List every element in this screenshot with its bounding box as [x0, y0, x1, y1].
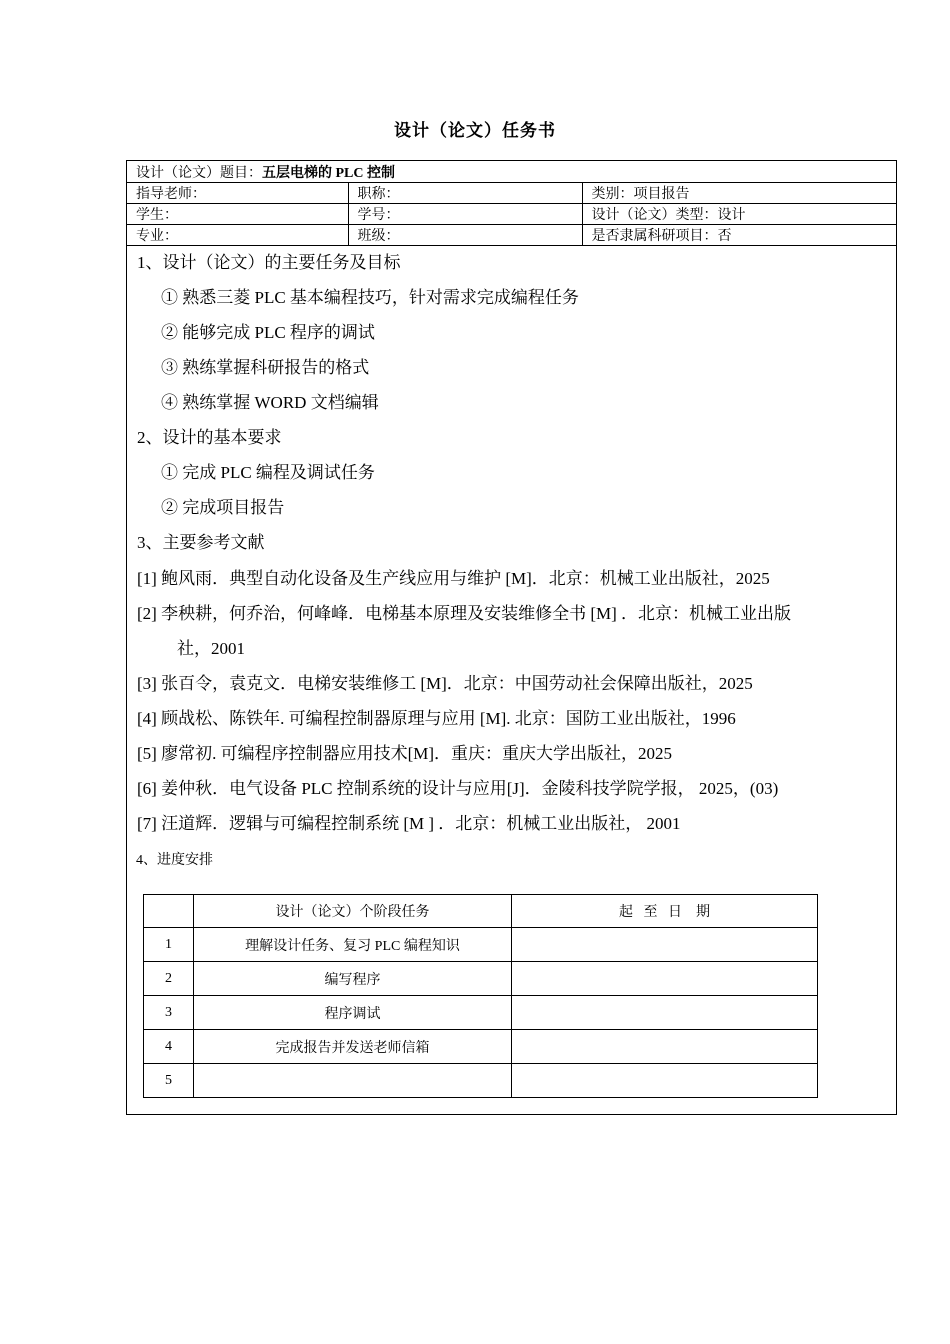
section2-item: ① 完成 PLC 编程及调试任务	[161, 463, 375, 482]
student-no-cell: 学号：	[348, 204, 582, 225]
schedule-no: 5	[144, 1064, 194, 1098]
category-cell: 类别：项目报告	[582, 183, 896, 204]
schedule-date	[512, 928, 818, 962]
topic-label: 设计（论文）题目：	[136, 166, 262, 181]
topic-row	[127, 161, 896, 183]
student-row	[127, 204, 896, 225]
topic-value: 五层电梯的 PLC 控制	[262, 166, 395, 181]
topic-cell	[127, 161, 896, 183]
section1-item: ② 能够完成 PLC 程序的调试	[161, 323, 375, 342]
reference-item: [4] 顾战松、陈铁年. 可编程控制器原理与应用 [M]. 北京：国防工业出版社，1996	[137, 709, 736, 728]
schedule-row	[144, 996, 818, 1030]
reference-item: [5] 廖常初. 可编程序控制器应用技术[M]．重庆：重庆大学出版社，2025	[137, 744, 673, 763]
section1-item: ④ 熟练掌握 WORD 文档编辑	[161, 393, 379, 412]
section1-item: ① 熟悉三菱 PLC 基本编程技巧，针对需求完成编程任务	[161, 288, 579, 307]
schedule-no: 3	[144, 996, 194, 1030]
schedule-task: 完成报告并发送老师信箱	[194, 1030, 512, 1064]
section2-heading: 2、设计的基本要求	[137, 428, 282, 447]
reference-item: [6] 姜仲秋．电气设备 PLC 控制系统的设计与应用[J]．金陵科技学院学报， 2025，(03)	[137, 779, 779, 798]
schedule-task	[194, 1064, 512, 1098]
reference-item: [7] 汪道辉．逻辑与可编程控制系统 [M ] ．北京：机械工业出版社， 2001	[137, 814, 681, 833]
thesis-type-cell: 设计（论文）类型：设计	[582, 204, 896, 225]
schedule-no: 4	[144, 1030, 194, 1064]
major-cell: 专业：	[127, 225, 348, 246]
section3-heading: 3、主要参考文献	[137, 533, 265, 552]
reference-item: [3] 张百令，袁克文．电梯安装维修工 [M]．北京：中国劳动社会保障出版社，2025	[137, 674, 753, 693]
schedule-task: 理解设计任务、复习 PLC 编程知识	[194, 928, 512, 962]
section4-heading: 4、进度安排	[136, 853, 213, 868]
document-title: 设计（论文）任务书	[394, 121, 556, 140]
schedule-task: 程序调试	[194, 996, 512, 1030]
schedule-no-header	[144, 895, 194, 928]
class-cell: 班级：	[348, 225, 582, 246]
task-form	[126, 160, 897, 1115]
section1-heading: 1、设计（论文）的主要任务及目标	[137, 253, 401, 272]
info-table	[127, 161, 896, 246]
schedule-row	[144, 1030, 818, 1064]
advisor-row	[127, 183, 896, 204]
reference-item: [1] 鲍风雨．典型自动化设备及生产线应用与维护 [M]．北京：机械工业出版社，2025	[137, 569, 770, 588]
schedule-task-header: 设计（论文）个阶段任务	[194, 895, 512, 928]
schedule-date	[512, 1030, 818, 1064]
schedule-header-row	[144, 895, 818, 928]
student-cell: 学生：	[127, 204, 348, 225]
schedule-date	[512, 962, 818, 996]
section2-item: ② 完成项目报告	[161, 498, 285, 517]
schedule-no: 2	[144, 962, 194, 996]
schedule-table	[143, 894, 818, 1098]
schedule-row	[144, 962, 818, 996]
reference-item: [2] 李秧耕，何乔治，何峰峰．电梯基本原理及安装维修全书 [M] ．北京：机械工业出版	[137, 604, 792, 623]
advisor-cell: 指导老师：	[127, 183, 348, 204]
research-cell: 是否隶属科研项目：否	[582, 225, 896, 246]
section1-item: ③ 熟练掌握科研报告的格式	[161, 358, 370, 377]
title-rank-cell: 职称：	[348, 183, 582, 204]
schedule-task: 编写程序	[194, 962, 512, 996]
schedule-date	[512, 1064, 818, 1098]
schedule-row	[144, 928, 818, 962]
reference-item-continued: 社，2001	[177, 639, 245, 658]
schedule-date-header: 起 至 日 期	[512, 895, 818, 928]
schedule-row	[144, 1064, 818, 1098]
major-row	[127, 225, 896, 246]
schedule-date	[512, 996, 818, 1030]
schedule-no: 1	[144, 928, 194, 962]
